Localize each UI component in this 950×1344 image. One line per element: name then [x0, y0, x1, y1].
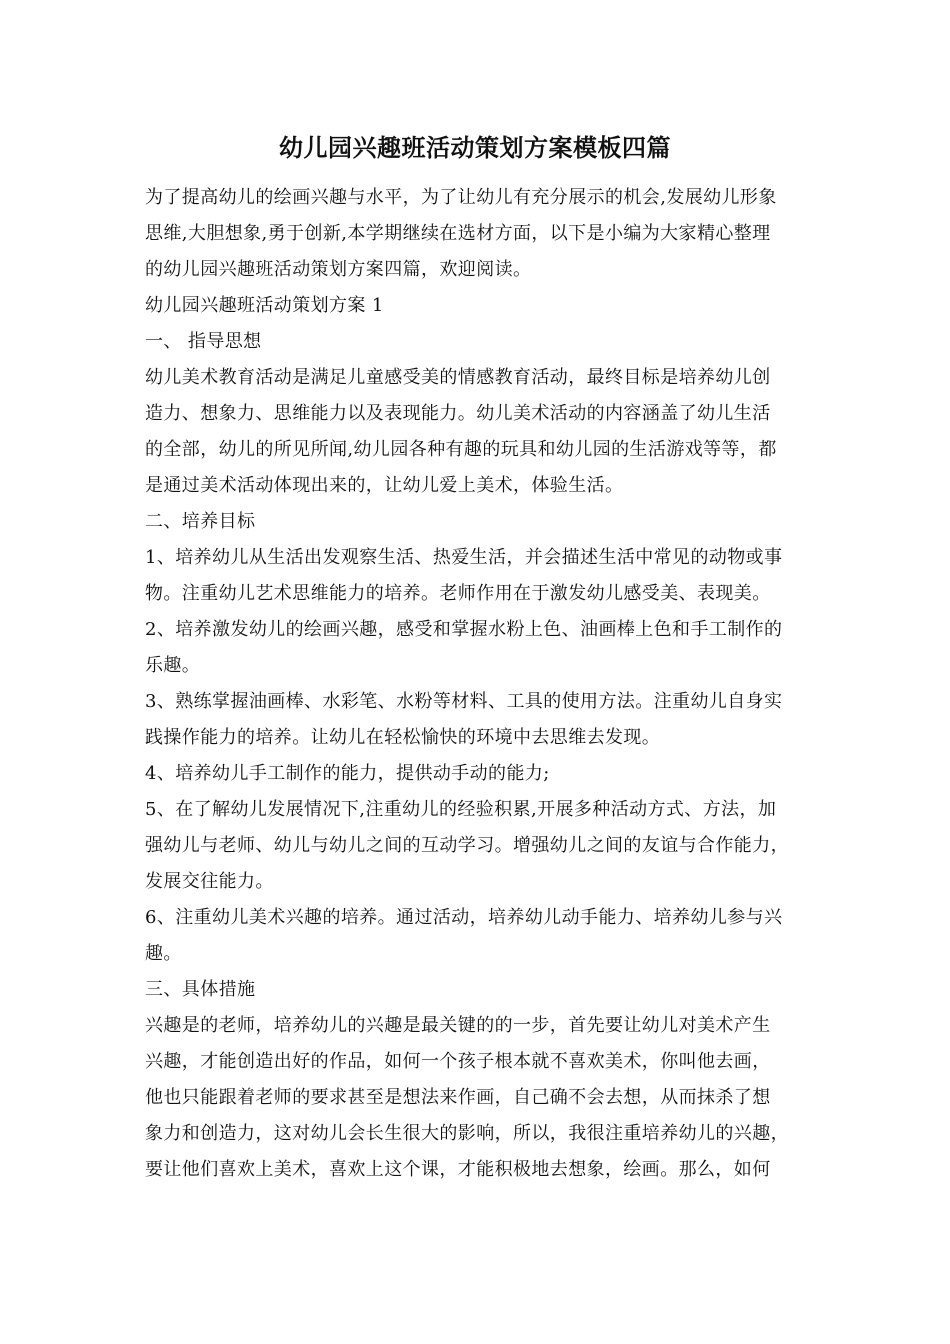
text-line: 的全部，幼儿的所见所闻,幼儿园各种有趣的玩具和幼儿园的生活游戏等等，都	[145, 439, 777, 460]
text-line: 4、培养幼儿手工制作的能力，提供动手动的能力;	[145, 763, 550, 784]
text-line: 强幼儿与老师、幼儿与幼儿之间的互动学习。增强幼儿之间的友谊与合作能力，	[145, 835, 789, 856]
text-line: 发展交往能力。	[145, 871, 274, 892]
text-line: 要让他们喜欢上美术，喜欢上这个课，才能积极地去想象，绘画。那么，如何	[145, 1159, 771, 1180]
text-line: 1、培养幼儿从生活出发观察生活、热爱生活，并会描述生活中常见的动物或事	[145, 547, 783, 568]
text-line: 兴趣是的老师，培养幼儿的兴趣是最关键的的一步，首先要让幼儿对美术产生	[145, 1015, 771, 1036]
text-line: 5、在了解幼儿发展情况下,注重幼儿的经验积累,开展多种活动方式、方法，加	[145, 799, 777, 820]
text-line: 乐趣。	[145, 655, 201, 676]
text-line: 他也只能跟着老师的要求甚至是想法来作画，自己确不会去想，从而抹杀了想	[145, 1087, 771, 1108]
text-line: 趣。	[145, 943, 182, 964]
section-heading: 三、具体措施	[145, 979, 256, 1000]
text-line: 象力和创造力，这对幼儿会长生很大的影响，所以，我很注重培养幼儿的兴趣，	[145, 1123, 789, 1144]
section-heading: 一、 指导思想	[145, 331, 262, 352]
text-line: 幼儿美术教育活动是满足儿童感受美的情感教育活动，最终目标是培养幼儿创	[145, 367, 771, 388]
text-line: 6、注重幼儿美术兴趣的培养。通过活动，培养幼儿动手能力、培养幼儿参与兴	[145, 907, 783, 928]
document-title: 幼儿园兴趣班活动策划方案模板四篇	[279, 133, 671, 162]
text-line: 践操作能力的培养。让幼儿在轻松愉快的环境中去思维去发现。	[145, 727, 661, 748]
text-line: 为了提高幼儿的绘画兴趣与水平，为了让幼儿有充分展示的机会,发展幼儿形象	[145, 187, 777, 208]
text-line: 是通过美术活动体现出来的，让幼儿爱上美术，体验生活。	[145, 475, 624, 496]
text-line: 物。注重幼儿艺术思维能力的培养。老师作用在于激发幼儿感受美、表现美。	[145, 583, 771, 604]
text-line: 兴趣，才能创造出好的作品，如何一个孩子根本就不喜欢美术，你叫他去画，	[145, 1051, 771, 1072]
text-line: 造力、想象力、思维能力以及表现能力。幼儿美术活动的内容涵盖了幼儿生活	[145, 403, 771, 424]
section-heading: 二、培养目标	[145, 511, 256, 532]
text-line: 的幼儿园兴趣班活动策划方案四篇，欢迎阅读。	[145, 259, 532, 280]
document-body	[145, 180, 825, 1188]
text-line: 2、培养激发幼儿的绘画兴趣，感受和掌握水粉上色、油画棒上色和手工制作的	[145, 619, 783, 640]
text-line: 3、熟练掌握油画棒、水彩笔、水粉等材料、工具的使用方法。注重幼儿自身实	[145, 691, 783, 712]
text-line: 思维,大胆想象,勇于创新,本学期继续在选材方面，以下是小编为大家精心整理	[145, 223, 771, 244]
section-heading: 幼儿园兴趣班活动策划方案 1	[145, 295, 384, 316]
